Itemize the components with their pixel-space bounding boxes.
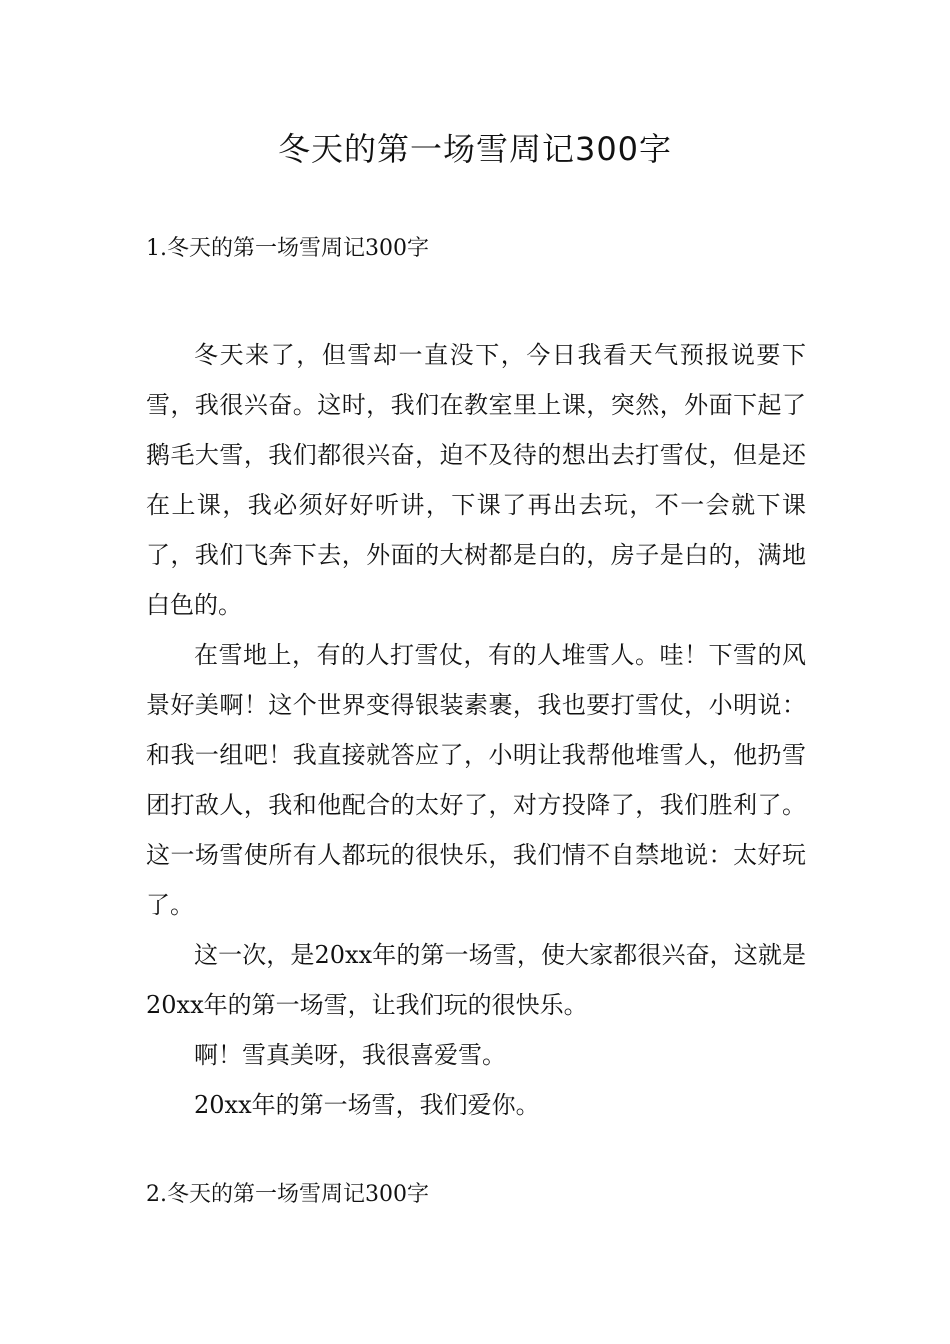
paragraph-3: 这一次，是20xx年的第一场雪，使大家都很兴奋，这就是20xx年的第一场雪，让我们玩的很快乐。	[146, 941, 806, 1019]
paragraph-4: 啊！雪真美呀，我很喜爱雪。	[194, 1041, 506, 1069]
paragraph-1: 冬天来了，但雪却一直没下，今日我看天气预报说要下雪，我很兴奋。这时，我们在教室里上课，突然，外面下起了鹅毛大雪，我们都很兴奋，迫不及待的想出去打雪仗，但是还在上课，我必须好好听讲，下课了再出去玩，不一会就下课了，我们飞奔下去，外面的大树都是白的，房子是白的，满地白色的。	[146, 341, 806, 619]
section-2-heading: 2.冬天的第一场雪周记300字	[146, 1182, 429, 1207]
paragraph-5: 20xx年的第一场雪，我们爱你。	[194, 1091, 540, 1119]
section-1-heading: 1.冬天的第一场雪周记300字	[146, 236, 429, 261]
document-title: 冬天的第一场雪周记300字	[277, 130, 673, 168]
paragraph-2: 在雪地上，有的人打雪仗，有的人堆雪人。哇！下雪的风景好美啊！这个世界变得银装素裹，我也要打雪仗，小明说：和我一组吧！我直接就答应了，小明让我帮他堆雪人，他扔雪团打敌人，我和他配合的太好了，对方投降了，我们胜利了。这一场雪使所有人都玩的很快乐，我们情不自禁地说：太好玩了。	[146, 641, 806, 919]
section-1-body	[146, 330, 806, 1130]
